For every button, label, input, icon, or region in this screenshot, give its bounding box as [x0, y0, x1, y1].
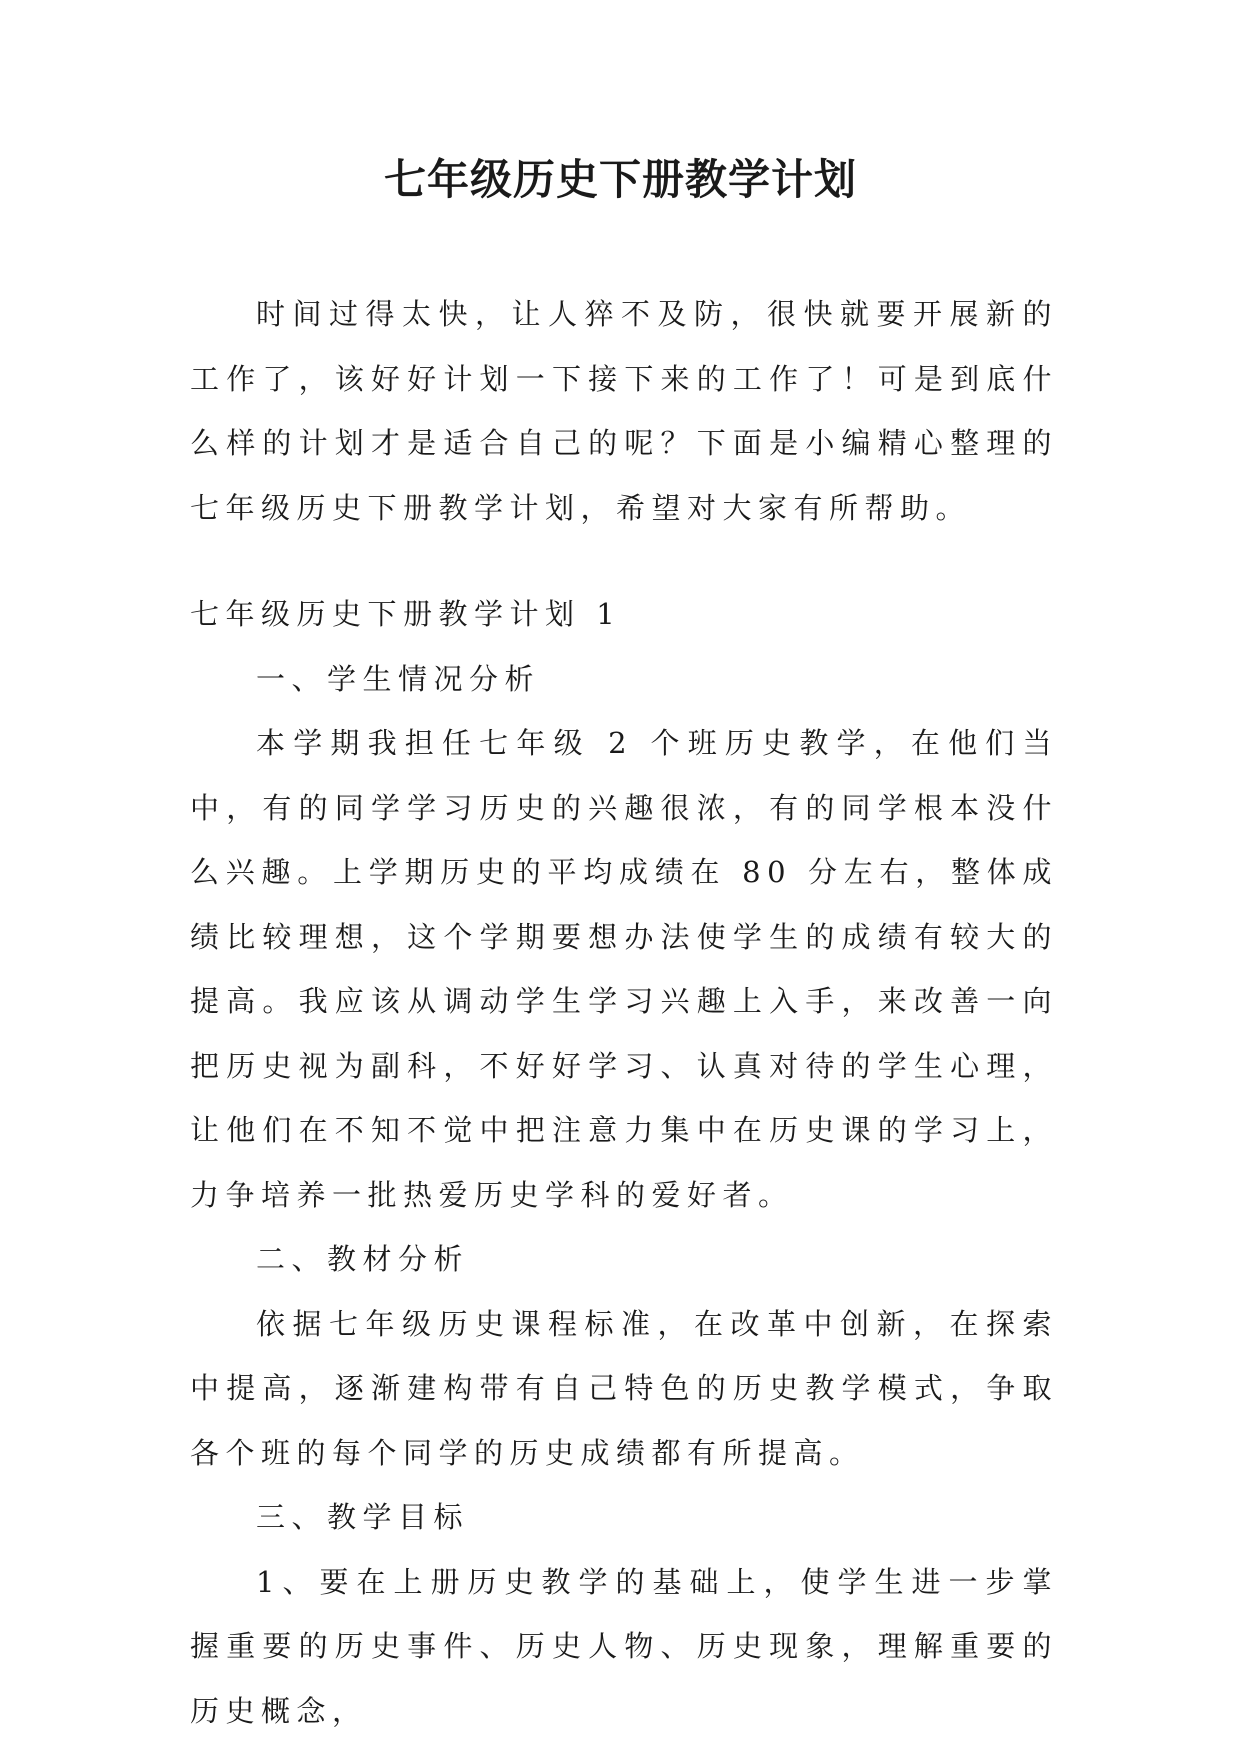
section-heading-student-analysis: 一、学生情况分析 — [256, 661, 541, 696]
plan-heading: 七年级历史下册教学计划 1 — [190, 597, 622, 631]
section-paragraph-teaching-goals: 1、要在上册历史教学的基础上，使学生进一步掌握重要的历史事件、历史人物、历史现象，理解重要的历史概念， — [190, 1564, 1058, 1728]
section-paragraph-student-analysis: 本学期我担任七年级 2 个班历史教学，在他们当中，有的同学学习历史的兴趣很浓，有的同学根本没什么兴趣。上学期历史的平均成绩在 80 分左右，整体成绩比较理想，这个学期要想办法使学生的成绩有较大的提高。我应该从调动学生学习兴趣上入手，来改善一向把历史视为副科，不好好学习、认真对待的学生心理，让他们在不知不觉中把注意力集中在历史课的学习上，力争培养一批热爱历史学科的爱好者。 — [190, 726, 1058, 1212]
section-heading-teaching-goals: 三、教学目标 — [256, 1500, 470, 1534]
intro-paragraph: 时间过得太快，让人猝不及防，很快就要开展新的工作了，该好好计划一下接下来的工作了！可是到底什么样的计划才是适合自己的呢？下面是小编精心整理的七年级历史下册教学计划，希望对大家有所帮助。 — [190, 297, 1058, 525]
section-heading-textbook-analysis: 二、教材分析 — [256, 1242, 470, 1276]
document-body — [190, 282, 1058, 1743]
document-title: 七年级历史下册教学计划 — [383, 155, 857, 204]
section-paragraph-textbook-analysis: 依据七年级历史课程标准，在改革中创新，在探索中提高，逐渐建构带有自己特色的历史教学模式，争取各个班的每个同学的历史成绩都有所提高。 — [190, 1306, 1058, 1470]
